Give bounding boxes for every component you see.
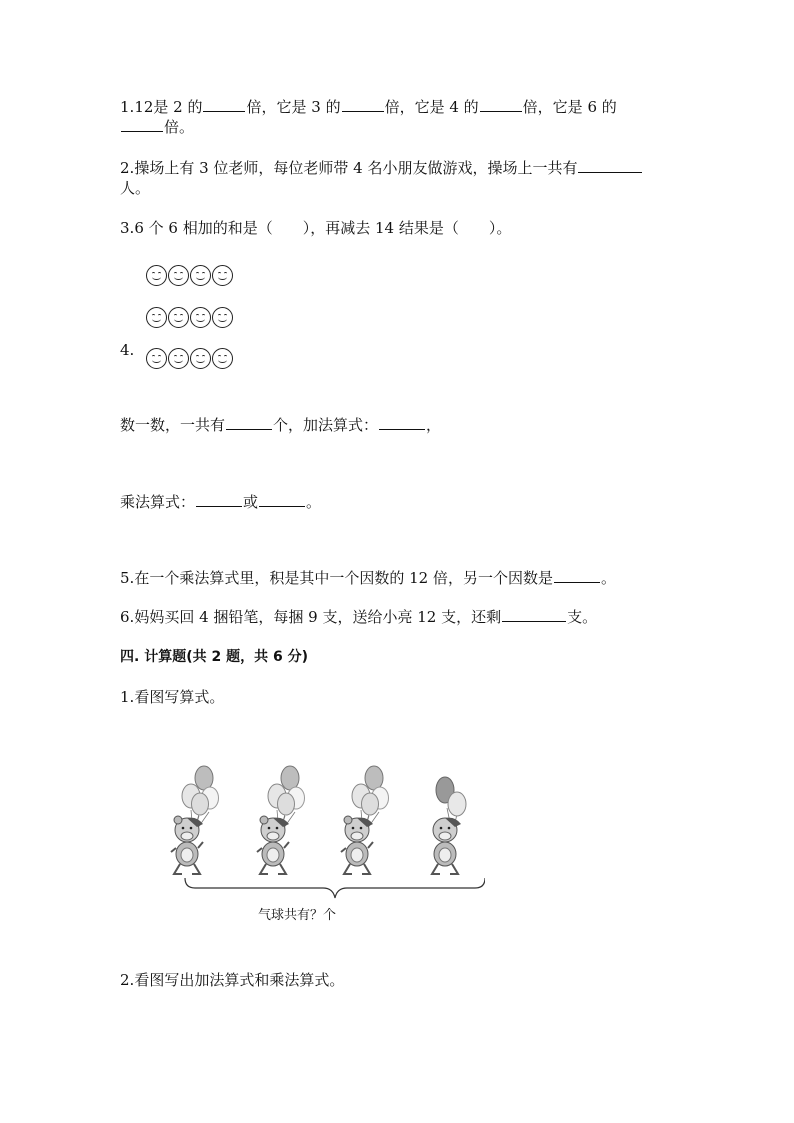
question-number: 2.	[120, 159, 135, 177]
section-title: 四. 计算题(共 2 题，共 6 分)	[120, 649, 308, 665]
smiley-icon	[190, 348, 211, 369]
answer-blank[interactable]	[502, 607, 566, 622]
smiley-icon	[146, 348, 167, 369]
question-number: 1.	[120, 98, 135, 116]
answer-blank[interactable]	[196, 492, 242, 507]
answer-blank[interactable]	[121, 117, 163, 132]
bear-with-balloons-icon	[341, 766, 389, 874]
balloon-figure	[165, 760, 485, 910]
question-number: 2.	[120, 971, 135, 989]
question-1-cont: 倍。	[120, 117, 194, 137]
question-4-number: 4.	[120, 341, 135, 359]
figure-caption: 气球共有？个	[258, 908, 337, 923]
smiley-row	[146, 307, 234, 332]
smiley-icon	[168, 348, 189, 369]
question-number: 5.	[120, 569, 135, 587]
question-number: 1.	[120, 688, 135, 706]
question-2: 2.操场上有 3 位老师，每位老师带 4 名小朋友做游戏，操场上一共有	[120, 158, 643, 178]
smiley-icon	[212, 307, 233, 328]
answer-blank[interactable]	[226, 415, 272, 430]
calc-question-1: 1.看图写算式。	[120, 688, 225, 706]
bear-with-balloons-icon	[432, 777, 466, 874]
question-5: 5.在一个乘法算式里，积是其中一个因数的 12 倍，另一个因数是 。	[120, 569, 616, 587]
question-number: 6.	[120, 608, 135, 626]
smiley-icon	[212, 348, 233, 369]
answer-blank[interactable]	[203, 97, 245, 112]
answer-blank[interactable]	[259, 492, 305, 507]
question-4-count: 数一数，一共有 个，加法算式： ，	[120, 416, 442, 434]
answer-blank[interactable]	[554, 568, 600, 583]
question-number: 3.	[120, 219, 135, 237]
bear-with-balloons-icon	[257, 766, 305, 874]
answer-blank[interactable]	[342, 97, 384, 112]
smiley-icon	[168, 307, 189, 328]
calc-question-2: 2.看图写出加法算式和乘法算式。	[120, 971, 345, 989]
smiley-icon	[168, 265, 189, 286]
answer-blank[interactable]	[379, 415, 425, 430]
smiley-icon	[190, 307, 211, 328]
smiley-row	[146, 265, 234, 290]
bear-with-balloons-icon	[171, 766, 219, 874]
smiley-icon	[212, 265, 233, 286]
answer-blank[interactable]	[578, 158, 642, 173]
question-1: 1.12是 2 的 倍，它是 3 的 倍，它是 4 的 倍，它是 6 的	[120, 98, 617, 116]
smiley-icon	[146, 265, 167, 286]
answer-blank[interactable]	[480, 97, 522, 112]
question-2-cont: 人。	[120, 179, 151, 197]
question-4-mult: 乘法算式： 或 。	[120, 493, 322, 511]
smiley-icon	[146, 307, 167, 328]
smiley-row	[146, 348, 234, 373]
brace-icon	[185, 878, 485, 898]
question-6: 6.妈妈买回 4 捆铅笔，每捆 9 支，送给小亮 12 支，还剩 支。	[120, 608, 598, 626]
smiley-icon	[190, 265, 211, 286]
question-3: 3.6 个 6 相加的和是（ ），再减去 14 结果是（ ）。	[120, 219, 512, 237]
